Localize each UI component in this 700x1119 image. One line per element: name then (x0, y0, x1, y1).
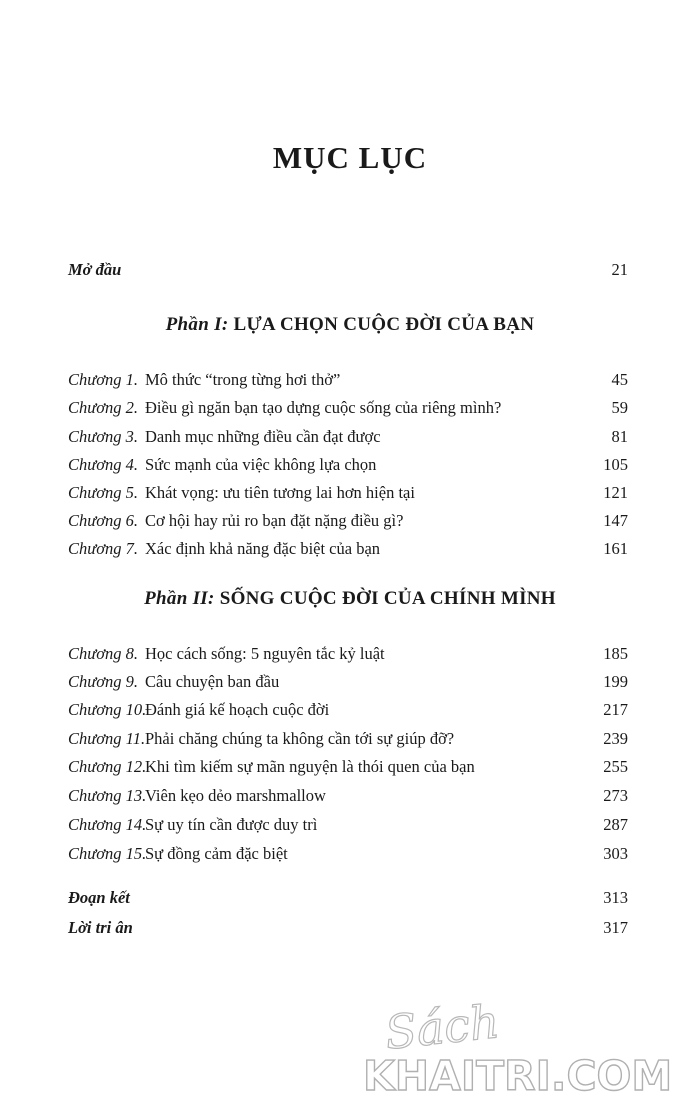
entry-label: Đoạn kết (68, 888, 130, 907)
page-number: 81 (611, 427, 628, 446)
toc-entry-chapter-4[interactable] (68, 453, 628, 477)
page-number: 59 (611, 398, 628, 417)
toc-entry-chapter-7[interactable] (68, 537, 628, 561)
toc-entry-chapter-1[interactable] (68, 368, 628, 392)
chapter-label: Chương 15. (68, 844, 147, 863)
chapter-title: Khát vọng: ưu tiên tương lai hơn hiện tại (145, 483, 415, 502)
page-number: 161 (603, 539, 628, 558)
chapter-title: Khi tìm kiếm sự mãn nguyện là thói quen của bạn (145, 757, 475, 776)
watermark-logo (355, 994, 685, 1110)
part-label: Phần I: (165, 314, 229, 335)
page-number: 147 (603, 511, 628, 530)
chapter-label: Chương 3. (68, 427, 139, 446)
toc-entry-chapter-6[interactable] (68, 509, 628, 533)
chapter-label: Chương 7. (68, 539, 139, 558)
page-number: 239 (603, 729, 628, 748)
chapter-label: Chương 10. (68, 700, 147, 719)
chapter-label: Chương 2. (68, 398, 139, 417)
chapter-title: Sự đồng cảm đặc biệt (145, 844, 288, 863)
page-number: 217 (603, 700, 628, 719)
page-title: MỤC LỤC (272, 140, 428, 175)
page-number: 255 (603, 757, 628, 776)
chapter-label: Chương 6. (68, 511, 139, 530)
toc-entry-intro[interactable] (68, 258, 628, 282)
page-number: 45 (611, 370, 628, 389)
page-number: 105 (603, 455, 628, 474)
toc-entry-acknowledgements[interactable] (68, 916, 628, 940)
part-title: SỐNG CUỘC ĐỜI CỦA CHÍNH MÌNH (219, 588, 556, 609)
part-title: LỰA CHỌN CUỘC ĐỜI CỦA BẠN (233, 314, 535, 335)
page-number: 273 (603, 786, 628, 805)
toc-entry-chapter-15[interactable] (68, 842, 628, 866)
chapter-label: Chương 5. (68, 483, 139, 502)
toc-entry-chapter-11[interactable] (68, 727, 628, 751)
toc-entry-chapter-12[interactable] (68, 755, 628, 779)
toc-entry-epilogue[interactable] (68, 886, 628, 910)
chapter-label: Chương 1. (68, 370, 139, 389)
entry-label: Lời tri ân (68, 918, 133, 937)
chapter-label: Chương 8. (68, 644, 139, 663)
part-label: Phần II: (144, 588, 215, 609)
chapter-title: Mô thức “trong từng hơi thở” (145, 370, 341, 389)
page-number: 21 (611, 260, 628, 279)
page-number: 303 (603, 844, 628, 863)
page-number: 121 (603, 483, 628, 502)
chapter-title: Đánh giá kế hoạch cuộc đời (145, 700, 330, 719)
page-number: 317 (603, 918, 628, 937)
toc-entry-chapter-5[interactable] (68, 481, 628, 505)
chapter-title: Học cách sống: 5 nguyên tắc kỷ luật (145, 644, 385, 663)
chapter-title: Sự uy tín cần được duy trì (145, 815, 318, 834)
page-number: 185 (603, 644, 628, 663)
entry-label: Mở đầu (68, 260, 122, 279)
chapter-title: Cơ hội hay rủi ro bạn đặt nặng điều gì? (145, 511, 404, 530)
toc-entry-chapter-9[interactable] (68, 670, 628, 694)
page-number: 199 (603, 672, 628, 691)
chapter-label: Chương 11. (68, 729, 146, 748)
chapter-label: Chương 9. (68, 672, 139, 691)
toc-entry-chapter-8[interactable] (68, 642, 628, 666)
page-number: 313 (603, 888, 628, 907)
chapter-title: Viên kẹo dẻo marshmallow (145, 786, 326, 805)
toc-entry-chapter-3[interactable] (68, 425, 628, 449)
chapter-title: Phải chăng chúng ta không cần tới sự giúp đỡ? (145, 729, 455, 748)
part-heading-2 (0, 588, 700, 610)
watermark-script: Sách (382, 994, 502, 1060)
chapter-title: Danh mục những điều cần đạt được (145, 427, 381, 446)
chapter-label: Chương 4. (68, 455, 139, 474)
chapter-title: Điều gì ngăn bạn tạo dựng cuộc sống của riêng mình? (145, 398, 502, 417)
chapter-title: Xác định khả năng đặc biệt của bạn (145, 539, 381, 558)
part-heading-1 (0, 314, 700, 336)
toc-entry-chapter-14[interactable] (68, 813, 628, 837)
chapter-label: Chương 14. (68, 815, 147, 834)
watermark-brand: KHAITRI.COM (363, 1052, 673, 1100)
chapter-label: Chương 12. (68, 757, 147, 776)
chapter-label: Chương 13. (68, 786, 147, 805)
chapter-title: Sức mạnh của việc không lựa chọn (145, 455, 377, 474)
toc-entry-chapter-2[interactable] (68, 396, 628, 420)
toc-entry-chapter-10[interactable] (68, 698, 628, 722)
page-number: 287 (603, 815, 628, 834)
toc-entry-chapter-13[interactable] (68, 784, 628, 808)
chapter-title: Câu chuyện ban đầu (145, 672, 280, 691)
